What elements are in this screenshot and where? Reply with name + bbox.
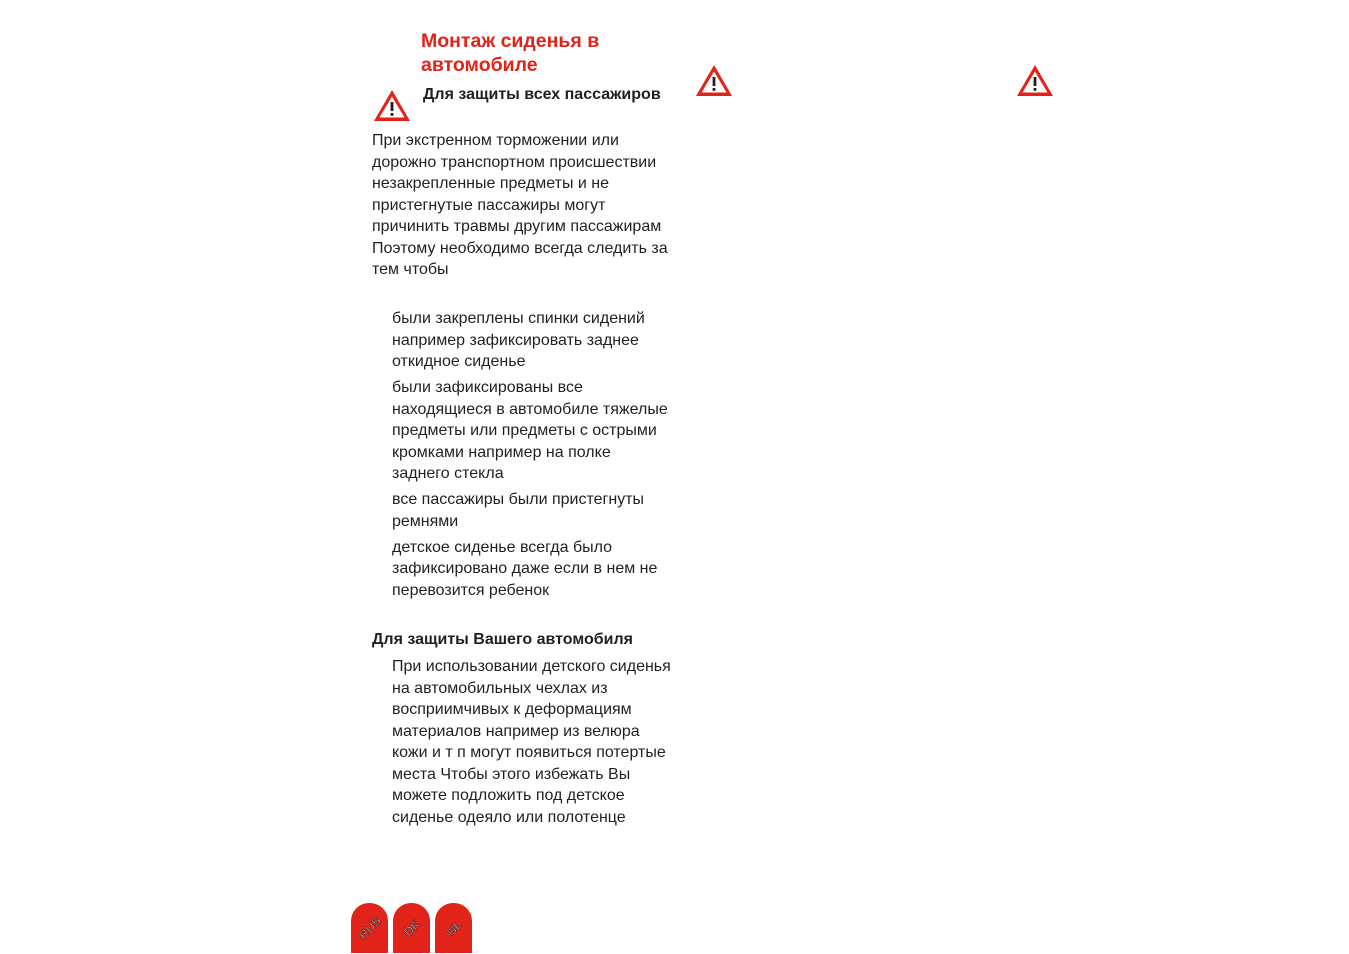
language-tab-label: DK bbox=[400, 917, 423, 939]
list-item: все пассажиры были пристегнуты ремнями bbox=[392, 491, 645, 530]
warning-triangle-icon bbox=[694, 63, 734, 98]
warning-heading: Для защиты всех пассажиров bbox=[423, 86, 661, 103]
vehicle-protection-heading: Для защиты Вашего автомобиля bbox=[372, 631, 633, 648]
list-item: были закреплены спинки сидений например зафиксировать заднее откидное сиденье bbox=[392, 310, 645, 370]
language-tab-label: NL bbox=[443, 917, 464, 939]
language-tab-nl[interactable] bbox=[435, 903, 472, 953]
warning-paragraph: При экстренном торможении или дорожно транспортном происшествии незакрепленные предметы и не пристегнутые пассажиры могут причинить травмы другим пассажирам Поэтому необходимо всегда следить за тем чтобы bbox=[372, 132, 668, 278]
section-title: Монтаж сиденья в автомобиле bbox=[421, 30, 600, 76]
language-tab-label: RUS bbox=[355, 914, 384, 942]
warning-triangle-icon bbox=[1015, 63, 1055, 98]
language-tab-dk[interactable] bbox=[393, 903, 430, 953]
list-item: были зафиксированы все находящиеся в автомобиле тяжелые предметы или предметы с острыми кромками например на полке заднего стекла bbox=[392, 379, 668, 482]
warning-bullet-list bbox=[392, 308, 672, 606]
warning-triangle-icon bbox=[372, 88, 412, 123]
language-tab-rus[interactable] bbox=[351, 903, 388, 953]
list-item: детское сиденье всегда было зафиксировано даже если в нем не перевозится ребенок bbox=[392, 538, 658, 599]
vehicle-protection-paragraph: При использовании детского сиденья на автомобильных чехлах из восприимчивых к деформациям материалов например из велюра кожи и т п могут появиться потертые места Чтобы этого избежать Вы можете подложить под детское сиденье одеяло или полотенце bbox=[392, 658, 671, 826]
